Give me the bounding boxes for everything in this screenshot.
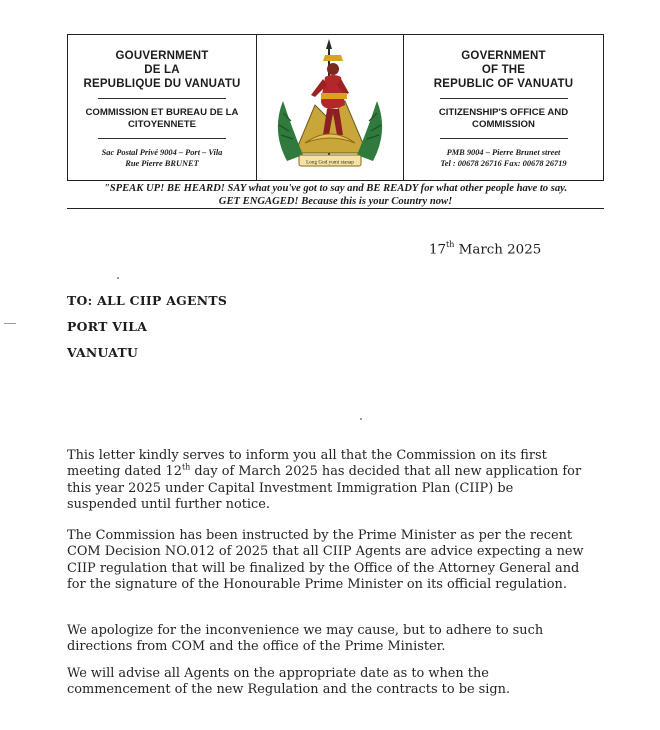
date-day: 17 bbox=[429, 242, 447, 258]
gov-name-en-3: REPUBLIC OF VANUATU bbox=[433, 78, 574, 90]
gov-name-en-1: GOVERNMENT bbox=[461, 50, 546, 62]
paragraph-2: The Commission has been instructed by the Prime Minister as per the recent COM Decision NO.012 of 2025 that all CIIP Agents are advice expecting a new CIIP regulation that will be finalized by the Office of the Attorney General and for the signature of the Honourable Prime Minister on its official regulation. bbox=[67, 528, 584, 593]
addressee-line-2: PORT VILA bbox=[67, 319, 148, 334]
addressee-line-3: VANUATU bbox=[67, 345, 139, 360]
gov-name-en-2: OF THE bbox=[481, 64, 526, 76]
letterhead-english bbox=[404, 35, 603, 180]
scan-speck bbox=[360, 418, 362, 420]
paragraph-1 bbox=[67, 448, 587, 514]
letterhead-french bbox=[68, 35, 257, 180]
paragraph-1-sup: th bbox=[181, 463, 191, 473]
paragraph-4: We will advise all Agents on the appropriate date as to when the commencement of the new Regulation and the contracts to be sign. bbox=[67, 666, 511, 698]
divider bbox=[98, 98, 226, 99]
paragraph-1-text-b: day of March 2025 has decided that all new application for this year 2025 under Capital Investment Immigration Plan (CIIP) be suspended until further notice. bbox=[67, 464, 582, 513]
address-en-2: Tel : 00678 26716 Fax: 00678 26719 bbox=[440, 159, 567, 168]
office-name-en-1: CITIZENSHIP'S OFFICE AND bbox=[438, 107, 569, 118]
address-en-1: PMB 9004 – Pierre Brunet street bbox=[446, 148, 561, 157]
letter-date bbox=[429, 241, 541, 257]
scan-speck bbox=[117, 277, 119, 279]
scan-speck bbox=[4, 323, 16, 324]
address-fr-2: Rue Pierre BRUNET bbox=[125, 159, 199, 168]
address-fr-1: Sac Postal Privé 9004 – Port – Vila bbox=[101, 148, 223, 157]
divider bbox=[440, 98, 568, 99]
gov-name-fr-3: REPUBLIQUE DU VANUATU bbox=[83, 78, 241, 90]
letterhead bbox=[67, 34, 604, 181]
office-name-fr-1: COMMISSION ET BUREAU DE LA bbox=[85, 107, 239, 118]
office-name-en-2: COMMISSION bbox=[472, 119, 535, 130]
vanuatu-coat-of-arms-icon bbox=[257, 35, 404, 182]
office-name-fr-2: CITOYENNETE bbox=[127, 119, 197, 130]
divider bbox=[98, 138, 226, 139]
slogan-divider bbox=[67, 208, 604, 209]
slogan-line-2: GET ENGAGED! Because this is your Country now! bbox=[218, 196, 453, 207]
motto-text: Long God yumi stanap bbox=[306, 159, 354, 166]
gov-name-fr-1: GOUVERNMENT bbox=[115, 50, 209, 62]
paragraph-3: We apologize for the inconvenience we may cause, but to adhere to such directions from COM and the office of the Prime Minister. bbox=[67, 623, 544, 655]
gov-name-fr-2: DE LA bbox=[144, 64, 180, 76]
date-suffix: th bbox=[446, 240, 455, 249]
paragraph-1-text-a: This letter kindly serves to inform you all that the Commission on its first meeting dated 12 bbox=[67, 448, 547, 480]
slogan bbox=[67, 182, 604, 208]
emblem-panel bbox=[257, 35, 404, 180]
addressee-line-1: TO: ALL CIIP AGENTS bbox=[67, 293, 228, 308]
divider bbox=[440, 138, 568, 139]
date-month-year: March 2025 bbox=[454, 242, 542, 258]
slogan-line-1: "SPEAK UP! BE HEARD! SAY what you've got to say and BE READY for what other people have to say. bbox=[103, 183, 568, 194]
